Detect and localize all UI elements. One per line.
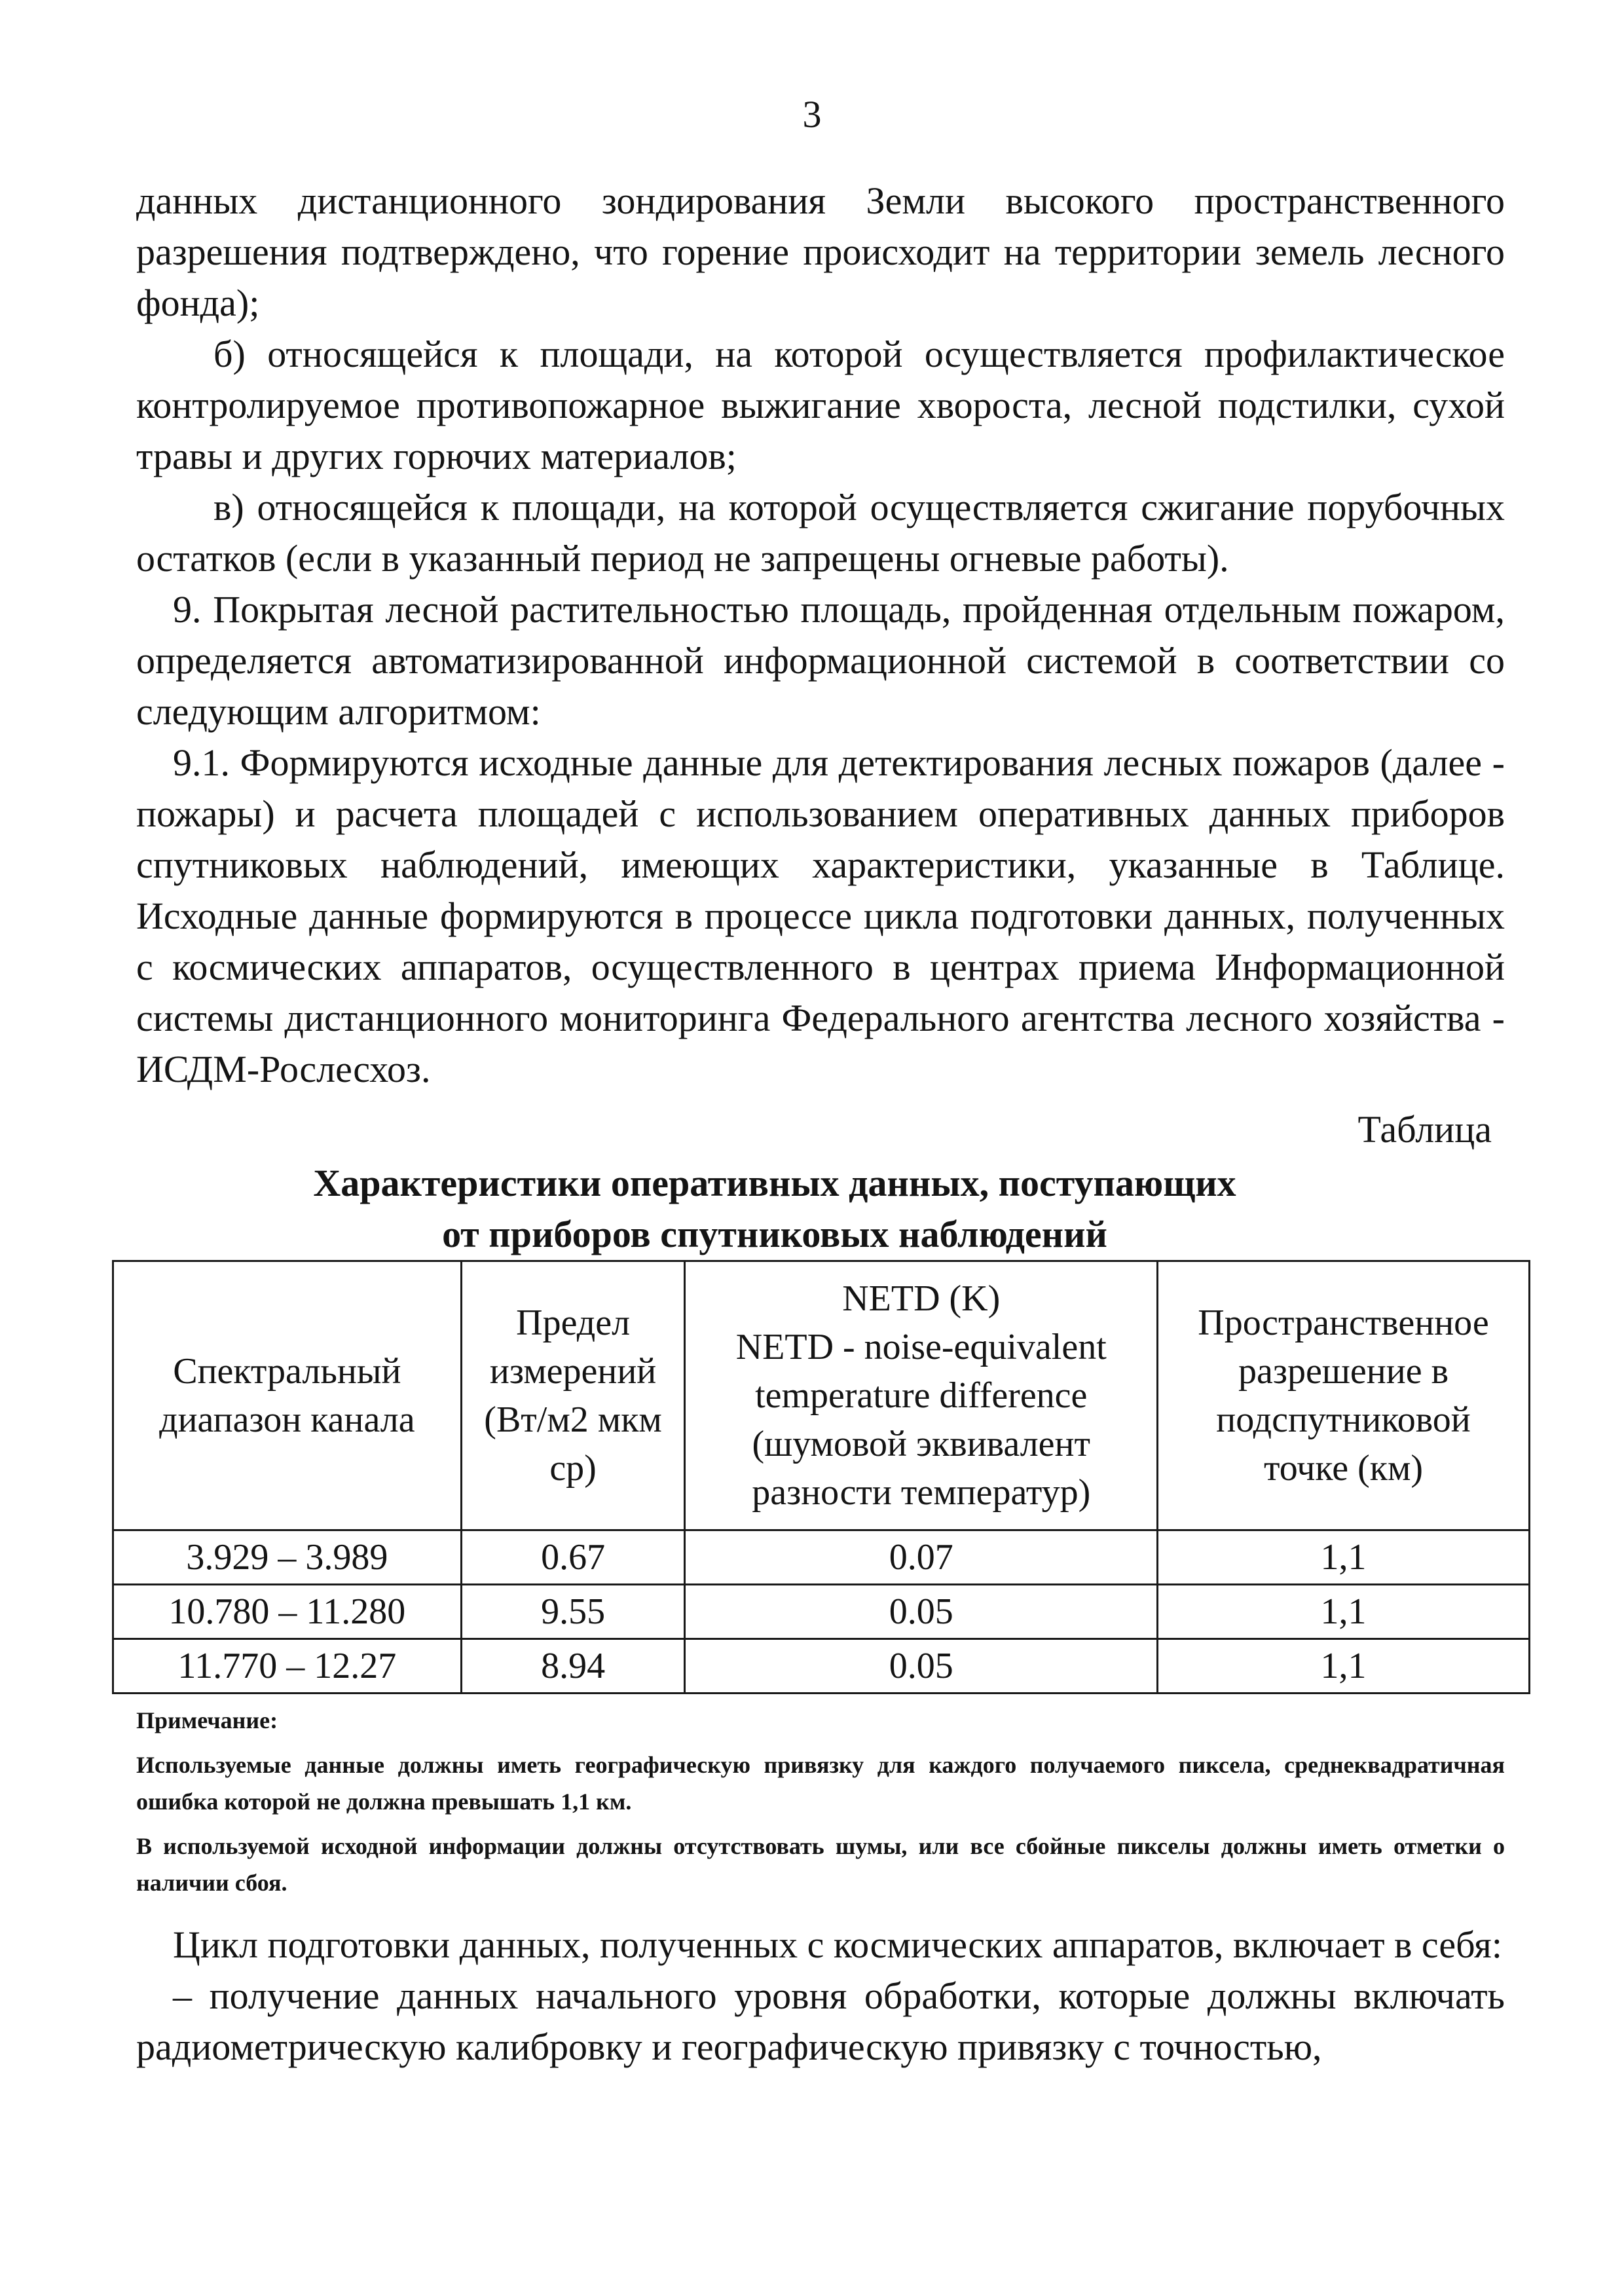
header-measurement-limit <box>461 1261 685 1530</box>
cell-spectral-range: 10.780 – 11.280 <box>113 1585 462 1639</box>
table-label: Таблица <box>1357 1108 1492 1151</box>
paragraph-continuation: данных дистанционного зондирования Земли высокого пространственного разрешения подтверждено, что горение происходит на территории земель лесного фонда); <box>136 179 1505 324</box>
header-text: Спектральный <box>173 1351 401 1392</box>
header-netd <box>685 1261 1158 1530</box>
cell-netd: 0.07 <box>685 1530 1158 1585</box>
page-content <box>136 176 1505 2073</box>
table-title <box>136 1158 1505 1260</box>
cell-resolution: 1,1 <box>1158 1530 1530 1585</box>
table-row <box>113 1639 1530 1694</box>
header-text: NETD - noise-equivalent <box>735 1327 1107 1367</box>
header-text: разности температур) <box>752 1472 1091 1513</box>
cell-netd: 0.05 <box>685 1639 1158 1694</box>
cell-measurement-limit: 0.67 <box>461 1530 685 1585</box>
header-text: (шумовой эквивалент <box>752 1424 1090 1464</box>
header-text: точке (км) <box>1263 1448 1424 1489</box>
header-text: temperature difference <box>755 1375 1088 1416</box>
header-text: (Вт/м2 мкм <box>484 1399 662 1440</box>
table-title-line-1: Характеристики оперативных данных, поступающих <box>313 1162 1236 1204</box>
cell-measurement-limit: 9.55 <box>461 1585 685 1639</box>
paragraph-initial-level: – получение данных начального уровня обработки, которые должны включать радиометрическую калибровку и географическую привязку с точностью, <box>136 1974 1505 2068</box>
header-text: измерений <box>489 1351 657 1392</box>
header-spatial-resolution <box>1158 1261 1530 1530</box>
paragraph-cycle: Цикл подготовки данных, полученных с космических аппаратов, включает в себя: <box>173 1923 1502 1966</box>
header-spectral-range <box>113 1261 462 1530</box>
header-text: диапазон канала <box>159 1399 415 1440</box>
paragraph-9-1: 9.1. Формируются исходные данные для детектирования лесных пожаров (далее - пожары) и расчета площадей с использованием оперативных данных приборов спутниковых наблюдений, имеющих характеристики, указанные в Таблице. Исходные данные формируются в процессе цикла подготовки данных, полученных с космических аппаратов, осуществленного в центрах приема Информационной системы дистанционного мониторинга Федерального агентства лесного хозяйства - ИСДМ-Рослесхоз. <box>136 741 1505 1090</box>
header-text: Предел <box>516 1303 631 1343</box>
table-title-line-2: от приборов спутниковых наблюдений <box>442 1213 1107 1255</box>
paragraph-9: 9. Покрытая лесной растительностью площадь, пройденная отдельным пожаром, определяется автоматизированной информационной системой в соответствии со следующим алгоритмом: <box>136 588 1505 733</box>
header-text: разрешение в <box>1238 1351 1449 1392</box>
cell-resolution: 1,1 <box>1158 1639 1530 1694</box>
table-header-row <box>113 1261 1530 1530</box>
header-text: Пространственное <box>1198 1303 1489 1343</box>
note-paragraph-noise: В используемой исходной информации должны отсутствовать шумы, или все сбойные пикселы должны иметь отметки о наличии сбоя. <box>136 1833 1505 1896</box>
body-text-top <box>136 176 1505 1095</box>
page-number: 3 <box>802 93 822 136</box>
header-text: ср) <box>549 1448 597 1489</box>
note-paragraph-georeference: Используемые данные должны иметь географическую привязку для каждого получаемого пиксела, среднеквадратичная ошибка которой не должна превышать 1,1 км. <box>136 1752 1505 1815</box>
cell-measurement-limit: 8.94 <box>461 1639 685 1694</box>
header-text: подспутниковой <box>1216 1399 1471 1440</box>
cell-resolution: 1,1 <box>1158 1585 1530 1639</box>
cell-spectral-range: 11.770 – 12.27 <box>113 1639 462 1694</box>
paragraph-item-v: в) относящейся к площади, на которой осуществляется сжигание порубочных остатков (если в указанный период не запрещены огневые работы). <box>136 486 1505 580</box>
cell-netd: 0.05 <box>685 1585 1158 1639</box>
paragraph-item-b: б) относящейся к площади, на которой осуществляется профилактическое контролируемое противопожарное выжигание хвороста, лесной подстилки, сухой травы и других горючих материалов; <box>136 333 1505 477</box>
header-text: NETD (K) <box>842 1278 1001 1319</box>
body-text-bottom <box>136 1919 1505 2073</box>
characteristics-table <box>112 1260 1530 1694</box>
table-row <box>113 1585 1530 1639</box>
table-note <box>136 1702 1505 1901</box>
cell-spectral-range: 3.929 – 3.989 <box>113 1530 462 1585</box>
note-label: Примечание: <box>136 1707 278 1733</box>
table-row <box>113 1530 1530 1585</box>
